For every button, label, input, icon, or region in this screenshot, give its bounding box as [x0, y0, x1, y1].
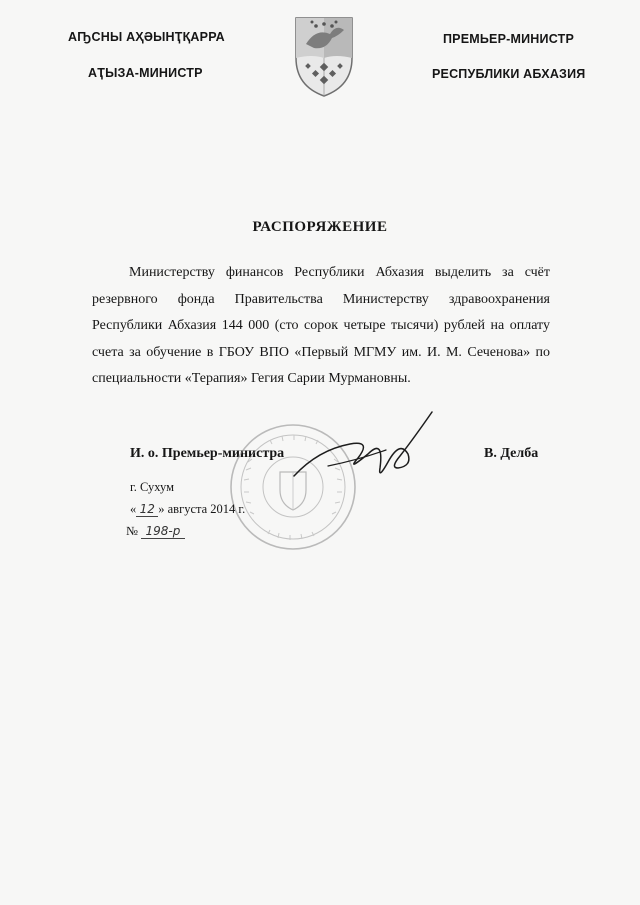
number-value-handwritten: 198-р: [141, 525, 185, 539]
document-number: [126, 524, 185, 539]
document-city: г. Сухум: [130, 480, 175, 494]
header-right-line2: РЕСПУБЛИКИ АБХАЗИЯ: [432, 67, 586, 81]
date-rest: » августа 2014 г.: [158, 502, 246, 516]
header-right-line1: ПРЕМЬЕР-МИНИСТР: [443, 32, 574, 46]
date-day-handwritten: 12: [136, 503, 158, 517]
number-label: №: [126, 524, 138, 538]
document-date: [130, 502, 245, 517]
document-title: РАСПОРЯЖЕНИЕ: [252, 219, 388, 235]
header-left-line1: АҦСНЫ АҲӘЫНҬҚАРРА: [68, 30, 225, 44]
document-body: [92, 260, 550, 393]
body-paragraph: Министерству финансов Республики Абхазия выделить за счёт резервного фонда Правительства Министерству здравоохранения Республики Абхазия 144 000 (сто сорок четыре тысячи) рублей на оплату счета за обучение в ГБОУ ВПО «Первый МГМУ им. И. М. Сеченова» по специальности «Терапия» Гегия Сарии Мурмановны.: [92, 265, 550, 386]
signatory-name: В. Делба: [484, 446, 539, 461]
coat-of-arms-icon: [292, 14, 356, 98]
signatory-position: И. о. Премьер-министра: [130, 446, 285, 461]
date-open-quote: «: [130, 502, 137, 516]
header-left-line2: АҬЫЗА-МИНИСТР: [88, 66, 203, 80]
handwritten-signature: [288, 410, 438, 485]
